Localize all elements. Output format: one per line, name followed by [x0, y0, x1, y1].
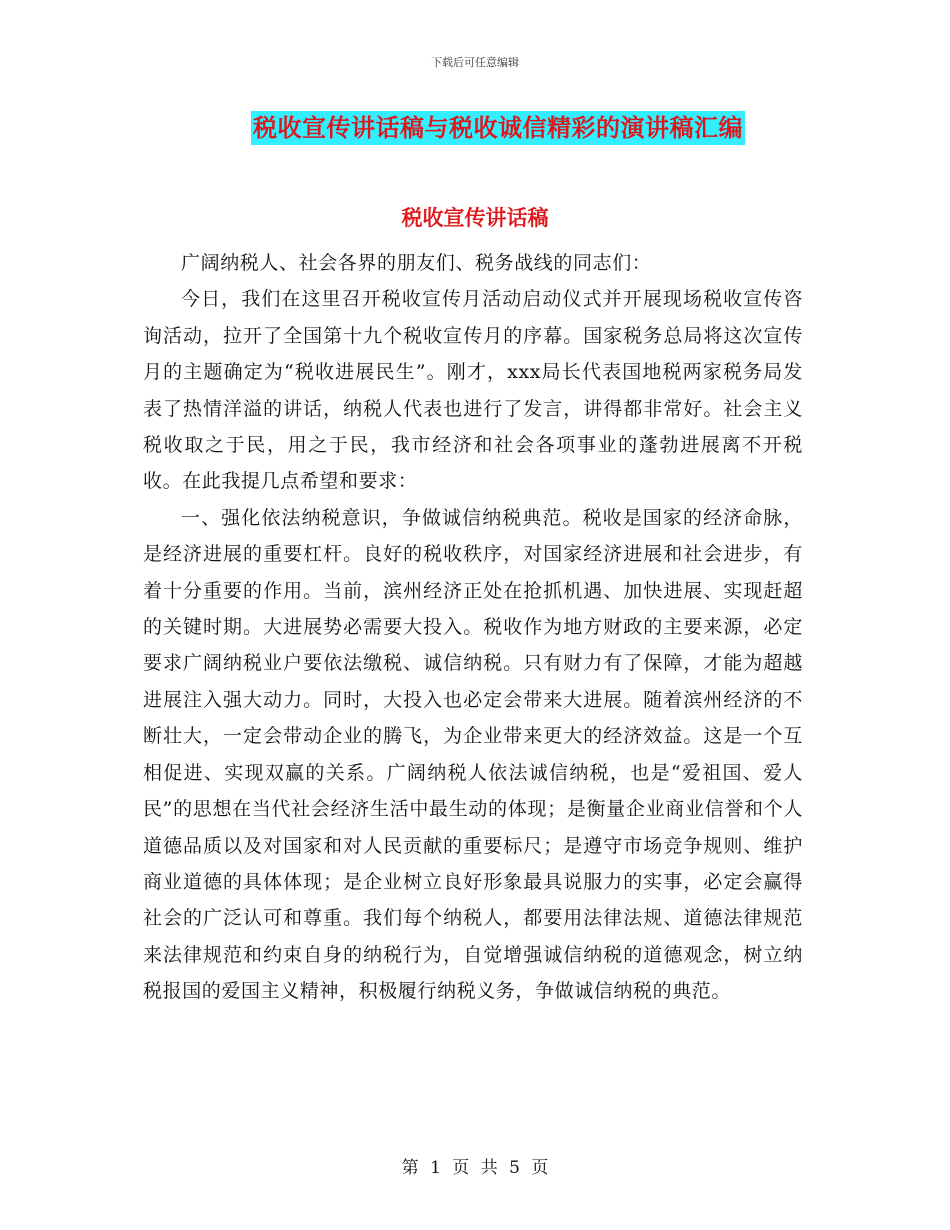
document-title: 税收宣传讲话稿与税收诚信精彩的演讲稿汇编	[251, 111, 745, 145]
section-title: 税收宣传讲话稿	[401, 205, 549, 230]
document-title-wrap	[0, 111, 950, 145]
paragraph-point-one: 一、强化依法纳税意识，争做诚信纳税典范。税收是国家的经济命脉，是经济进展的重要杠杆。良好的税收秩序，对国家经济进展和社会进步，有着十分重要的作用。当前，滨州经济正处在抢抓机遇、加快进展、实现赶超的关键时期。大进展势必需要大投入。税收作为地方财政的主要来源，必定要求广阔纳税业户要依法缴税、诚信纳税。只有财力有了保障，才能为超越进展注入强大动力。同时，大投入也必定会带来大进展。随着滨州经济的不断壮大，一定会带动企业的腾飞，为企业带来更大的经济效益。这是一个互相促进、实现双赢的关系。广阔纳税人依法诚信纳税，也是“爱祖国、爱人民”的思想在当代社会经济生活中最生动的体现；是衡量企业商业信誉和个人道德品质以及对国家和对人民贡献的重要标尺；是遵守市场竞争规则、维护商业道德的具体体现；是企业树立良好形象最具说服力的实事，必定会赢得社会的广泛认可和尊重。我们每个纳税人，都要用法律法规、道德法律规范来法律规范和约束自身的纳税行为，自觉增强诚信纳税的道德观念，树立纳税报国的爱国主义精神，积极履行纳税义务，争做诚信纳税的典范。	[143, 506, 803, 1003]
paragraph-intro: 今日，我们在这里召开税收宣传月活动启动仪式并开展现场税收宣传咨询活动，拉开了全国第十九个税收宣传月的序幕。国家税务总局将这次宣传月的主题确定为“税收进展民生”。刚才，xxx局长代表国地税两家税务局发表了热情洋溢的讲话，纳税人代表也进行了发言，讲得都非常好。社会主义税收取之于民，用之于民，我市经济和社会各项事业的蓬勃进展离不开税收。在此我提几点希望和要求：	[143, 288, 803, 493]
page-footer: 第 1 页 共 5 页	[401, 1158, 549, 1178]
body-text	[143, 245, 803, 1010]
paragraph-salutation: 广阔纳税人、社会各界的朋友们、税务战线的同志们：	[181, 252, 652, 274]
header-note: 下载后可任意编辑	[431, 56, 519, 69]
